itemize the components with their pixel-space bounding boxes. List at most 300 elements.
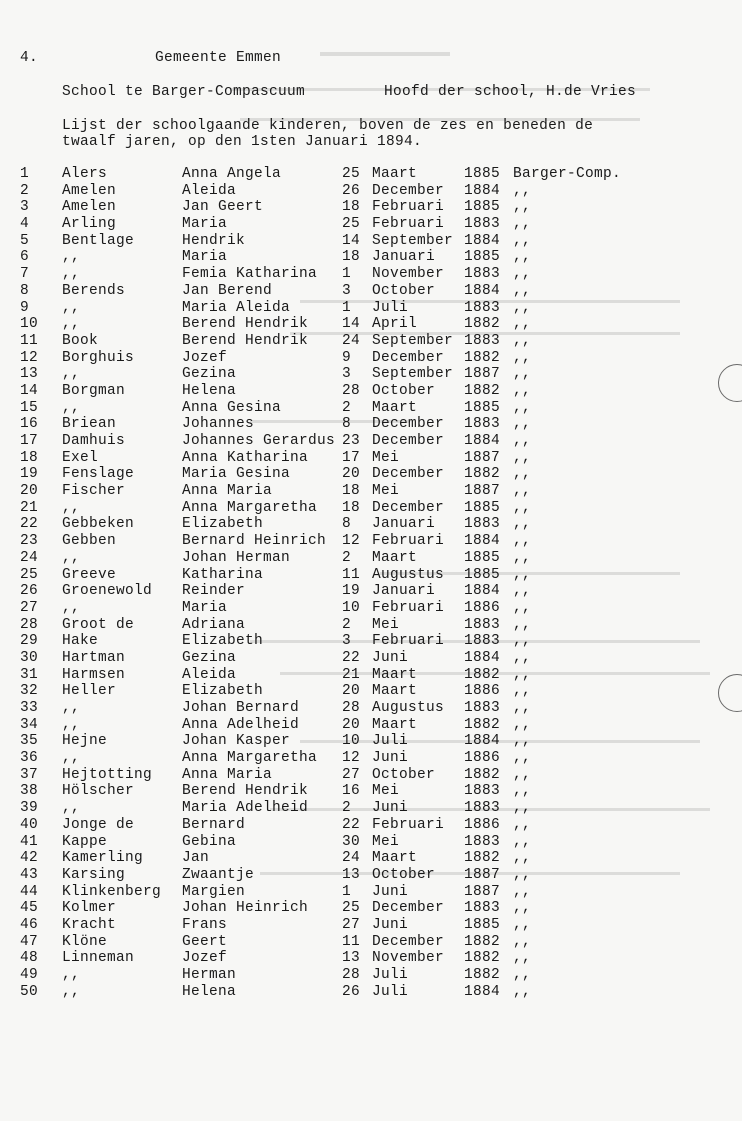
table-row bbox=[0, 450, 742, 467]
birth-day-cell: 13 bbox=[342, 950, 361, 967]
birth-month-cell: Maart bbox=[372, 166, 418, 182]
table-row bbox=[0, 834, 742, 851]
birth-day-cell: 28 bbox=[342, 700, 361, 716]
birthplace-cell: ,, bbox=[513, 700, 532, 716]
birthplace-cell: ,, bbox=[513, 232, 532, 249]
row-number: 13 bbox=[20, 366, 39, 383]
given-names-cell: Adriana bbox=[182, 616, 246, 633]
birthplace-cell: ,, bbox=[513, 800, 532, 817]
birth-year-cell: 1884 bbox=[464, 433, 501, 449]
birth-day-cell: 24 bbox=[342, 850, 361, 867]
surname-cell: ,, bbox=[62, 750, 81, 767]
surname-cell: Arling bbox=[62, 216, 117, 233]
surname-cell: Gebbeken bbox=[62, 516, 135, 533]
birthplace-cell: ,, bbox=[513, 733, 532, 750]
given-names-cell: Maria bbox=[182, 599, 228, 616]
table-row bbox=[0, 967, 742, 984]
birth-year-cell: 1882 bbox=[464, 967, 501, 983]
birth-day-cell: 30 bbox=[342, 833, 361, 850]
surname-cell: ,, bbox=[62, 800, 81, 817]
row-number: 27 bbox=[20, 599, 39, 616]
table-row bbox=[0, 633, 742, 650]
birth-year-cell: 1885 bbox=[464, 199, 501, 216]
birth-day-cell: 1 bbox=[342, 266, 352, 283]
given-names-cell: Katharina bbox=[182, 566, 264, 583]
table-row bbox=[0, 183, 742, 200]
birthplace-cell: ,, bbox=[513, 649, 532, 666]
row-number: 23 bbox=[20, 533, 39, 550]
table-row bbox=[0, 233, 742, 250]
birth-year-cell: 1885 bbox=[464, 249, 501, 266]
surname-cell: Kappe bbox=[62, 833, 108, 850]
table-row bbox=[0, 216, 742, 233]
birth-month-cell: Mei bbox=[372, 833, 400, 850]
birth-day-cell: 18 bbox=[342, 249, 361, 266]
birthplace-cell: ,, bbox=[513, 282, 532, 299]
birth-year-cell: 1883 bbox=[464, 299, 501, 316]
birth-year-cell: 1884 bbox=[464, 583, 501, 600]
birth-year-cell: 1885 bbox=[464, 549, 501, 566]
birthplace-cell: ,, bbox=[513, 299, 532, 316]
birth-year-cell: 1885 bbox=[464, 499, 501, 516]
birthplace-cell: ,, bbox=[513, 182, 532, 199]
row-number: 17 bbox=[20, 433, 39, 449]
given-names-cell: Jan Berend bbox=[182, 282, 273, 299]
birth-day-cell: 2 bbox=[342, 800, 352, 817]
birth-day-cell: 18 bbox=[342, 499, 361, 516]
surname-cell: ,, bbox=[62, 716, 81, 733]
surname-cell: ,, bbox=[62, 599, 81, 616]
row-number: 12 bbox=[20, 349, 39, 366]
given-names-cell: Aleida bbox=[182, 182, 237, 199]
table-row bbox=[0, 249, 742, 266]
birth-year-cell: 1883 bbox=[464, 332, 501, 349]
surname-cell: ,, bbox=[62, 249, 81, 266]
table-row bbox=[0, 717, 742, 734]
birth-month-cell: October bbox=[372, 766, 436, 783]
row-number: 40 bbox=[20, 816, 39, 833]
table-row bbox=[0, 383, 742, 400]
birthplace-cell: ,, bbox=[513, 533, 532, 550]
birthplace-cell: ,, bbox=[513, 433, 532, 449]
surname-cell: ,, bbox=[62, 299, 81, 316]
surname-cell: ,, bbox=[62, 266, 81, 283]
birthplace-cell: ,, bbox=[513, 933, 532, 950]
table-row bbox=[0, 817, 742, 834]
birth-year-cell: 1884 bbox=[464, 182, 501, 199]
given-names-cell: Elizabeth bbox=[182, 516, 264, 533]
birth-month-cell: October bbox=[372, 866, 436, 883]
birth-month-cell: September bbox=[372, 332, 454, 349]
row-number: 25 bbox=[20, 566, 39, 583]
birthplace-cell: ,, bbox=[513, 249, 532, 266]
given-names-cell: Gebina bbox=[182, 833, 237, 850]
table-row bbox=[0, 316, 742, 333]
table-row bbox=[0, 850, 742, 867]
row-number: 2 bbox=[20, 182, 30, 199]
surname-cell: Hölscher bbox=[62, 783, 135, 800]
given-names-cell: Anna Maria bbox=[182, 766, 273, 783]
birthplace-cell: ,, bbox=[513, 967, 532, 983]
birth-month-cell: Augustus bbox=[372, 566, 445, 583]
given-names-cell: Frans bbox=[182, 916, 228, 933]
birth-day-cell: 22 bbox=[342, 649, 361, 666]
birth-month-cell: December bbox=[372, 933, 445, 950]
surname-cell: Borghuis bbox=[62, 349, 135, 366]
birth-day-cell: 9 bbox=[342, 349, 352, 366]
birthplace-cell: ,, bbox=[513, 566, 532, 583]
surname-cell: Greeve bbox=[62, 566, 117, 583]
row-number: 50 bbox=[20, 983, 39, 1000]
birth-month-cell: Juli bbox=[372, 299, 409, 316]
birth-year-cell: 1884 bbox=[464, 733, 501, 750]
table-row bbox=[0, 466, 742, 483]
birth-year-cell: 1883 bbox=[464, 516, 501, 533]
row-number: 28 bbox=[20, 616, 39, 633]
birthplace-cell: ,, bbox=[513, 833, 532, 850]
surname-cell: Kolmer bbox=[62, 900, 117, 917]
given-names-cell: Margien bbox=[182, 883, 246, 900]
surname-cell: Fenslage bbox=[62, 466, 135, 483]
row-number: 48 bbox=[20, 950, 39, 967]
surname-cell: Fischer bbox=[62, 483, 126, 500]
birth-month-cell: Maart bbox=[372, 549, 418, 566]
given-names-cell: Anna Katharina bbox=[182, 449, 309, 466]
birth-day-cell: 3 bbox=[342, 366, 352, 383]
table-row bbox=[0, 500, 742, 517]
birth-month-cell: Augustus bbox=[372, 700, 445, 716]
row-number: 33 bbox=[20, 700, 39, 716]
birth-year-cell: 1887 bbox=[464, 883, 501, 900]
row-number: 5 bbox=[20, 232, 30, 249]
birth-day-cell: 12 bbox=[342, 533, 361, 550]
birth-day-cell: 27 bbox=[342, 766, 361, 783]
given-names-cell: Reinder bbox=[182, 583, 246, 600]
birth-year-cell: 1883 bbox=[464, 783, 501, 800]
row-number: 47 bbox=[20, 933, 39, 950]
birth-month-cell: Februari bbox=[372, 199, 445, 216]
birth-year-cell: 1883 bbox=[464, 616, 501, 633]
birth-month-cell: Februari bbox=[372, 533, 445, 550]
birth-day-cell: 16 bbox=[342, 783, 361, 800]
row-number: 26 bbox=[20, 583, 39, 600]
birth-year-cell: 1883 bbox=[464, 900, 501, 917]
birthplace-cell: ,, bbox=[513, 816, 532, 833]
birth-year-cell: 1882 bbox=[464, 666, 501, 683]
birthplace-cell: ,, bbox=[513, 483, 532, 500]
birth-day-cell: 11 bbox=[342, 566, 361, 583]
birth-month-cell: Juli bbox=[372, 983, 409, 1000]
birth-month-cell: Maart bbox=[372, 850, 418, 867]
birth-month-cell: December bbox=[372, 433, 445, 449]
given-names-cell: Jan Geert bbox=[182, 199, 264, 216]
row-number: 9 bbox=[20, 299, 30, 316]
birthplace-cell: ,, bbox=[513, 332, 532, 349]
birth-year-cell: 1885 bbox=[464, 166, 501, 182]
birth-month-cell: Januari bbox=[372, 249, 436, 266]
given-names-cell: Bernard Heinrich bbox=[182, 533, 327, 550]
given-names-cell: Femia Katharina bbox=[182, 266, 318, 283]
given-names-cell: Johan Heinrich bbox=[182, 900, 309, 917]
birthplace-cell: ,, bbox=[513, 866, 532, 883]
birth-year-cell: 1884 bbox=[464, 282, 501, 299]
table-row bbox=[0, 333, 742, 350]
birth-day-cell: 2 bbox=[342, 616, 352, 633]
row-number: 39 bbox=[20, 800, 39, 817]
table-row bbox=[0, 900, 742, 917]
birth-year-cell: 1886 bbox=[464, 599, 501, 616]
birth-day-cell: 13 bbox=[342, 866, 361, 883]
surname-cell: Damhuis bbox=[62, 433, 126, 449]
birth-day-cell: 3 bbox=[342, 633, 352, 650]
birth-day-cell: 18 bbox=[342, 483, 361, 500]
surname-cell: Heller bbox=[62, 683, 117, 700]
row-number: 34 bbox=[20, 716, 39, 733]
birthplace-cell: ,, bbox=[513, 666, 532, 683]
given-names-cell: Maria bbox=[182, 249, 228, 266]
table-row bbox=[0, 350, 742, 367]
surname-cell: Exel bbox=[62, 449, 99, 466]
row-number: 37 bbox=[20, 766, 39, 783]
birth-day-cell: 2 bbox=[342, 399, 352, 416]
birth-day-cell: 21 bbox=[342, 666, 361, 683]
birthplace-cell: ,, bbox=[513, 683, 532, 700]
birth-year-cell: 1882 bbox=[464, 850, 501, 867]
table-row bbox=[0, 683, 742, 700]
given-names-cell: Maria Gesina bbox=[182, 466, 291, 483]
birth-month-cell: November bbox=[372, 950, 445, 967]
birth-year-cell: 1882 bbox=[464, 466, 501, 483]
school-name: School te Barger-Compascuum bbox=[62, 84, 306, 100]
surname-cell: Jonge de bbox=[62, 816, 135, 833]
municipality-title: Gemeente Emmen bbox=[155, 50, 282, 66]
surname-cell: ,, bbox=[62, 983, 81, 1000]
table-row bbox=[0, 600, 742, 617]
surname-cell: ,, bbox=[62, 366, 81, 383]
birthplace-cell: ,, bbox=[513, 382, 532, 399]
birth-year-cell: 1887 bbox=[464, 366, 501, 383]
row-number: 31 bbox=[20, 666, 39, 683]
row-number: 41 bbox=[20, 833, 39, 850]
surname-cell: Briean bbox=[62, 416, 117, 433]
given-names-cell: Gezina bbox=[182, 366, 237, 383]
table-row bbox=[0, 884, 742, 901]
birth-month-cell: Maart bbox=[372, 666, 418, 683]
birth-day-cell: 10 bbox=[342, 599, 361, 616]
birth-day-cell: 2 bbox=[342, 549, 352, 566]
surname-cell: Gebben bbox=[62, 533, 117, 550]
birth-month-cell: Januari bbox=[372, 583, 436, 600]
birthplace-cell: ,, bbox=[513, 883, 532, 900]
table-row bbox=[0, 767, 742, 784]
birth-year-cell: 1885 bbox=[464, 916, 501, 933]
row-number: 45 bbox=[20, 900, 39, 917]
birth-month-cell: Mei bbox=[372, 783, 400, 800]
birth-day-cell: 10 bbox=[342, 733, 361, 750]
birth-year-cell: 1883 bbox=[464, 266, 501, 283]
birth-year-cell: 1882 bbox=[464, 950, 501, 967]
birth-day-cell: 1 bbox=[342, 883, 352, 900]
table-row bbox=[0, 950, 742, 967]
list-title-line-2: twaalf jaren, op den 1sten Januari 1894. bbox=[62, 134, 423, 150]
table-row bbox=[0, 516, 742, 533]
row-number: 49 bbox=[20, 967, 39, 983]
row-number: 29 bbox=[20, 633, 39, 650]
birthplace-cell: ,, bbox=[513, 750, 532, 767]
birth-month-cell: Februari bbox=[372, 816, 445, 833]
row-number: 1 bbox=[20, 166, 30, 182]
birthplace-cell: ,, bbox=[513, 583, 532, 600]
surname-cell: ,, bbox=[62, 399, 81, 416]
birth-day-cell: 23 bbox=[342, 433, 361, 449]
birth-month-cell: Juni bbox=[372, 800, 409, 817]
birth-year-cell: 1884 bbox=[464, 232, 501, 249]
birth-day-cell: 17 bbox=[342, 449, 361, 466]
surname-cell: Berends bbox=[62, 282, 126, 299]
birth-day-cell: 1 bbox=[342, 299, 352, 316]
birth-month-cell: Juni bbox=[372, 649, 409, 666]
row-number: 8 bbox=[20, 282, 30, 299]
birth-day-cell: 8 bbox=[342, 416, 352, 433]
row-number: 16 bbox=[20, 416, 39, 433]
given-names-cell: Berend Hendrik bbox=[182, 783, 309, 800]
birth-month-cell: Maart bbox=[372, 399, 418, 416]
row-number: 24 bbox=[20, 549, 39, 566]
row-number: 36 bbox=[20, 750, 39, 767]
surname-cell: Karsing bbox=[62, 866, 126, 883]
birth-year-cell: 1882 bbox=[464, 349, 501, 366]
birth-day-cell: 14 bbox=[342, 316, 361, 333]
birth-year-cell: 1884 bbox=[464, 533, 501, 550]
surname-cell: ,, bbox=[62, 499, 81, 516]
row-number: 6 bbox=[20, 249, 30, 266]
table-row bbox=[0, 533, 742, 550]
row-number: 32 bbox=[20, 683, 39, 700]
table-row bbox=[0, 266, 742, 283]
given-names-cell: Anna Angela bbox=[182, 166, 282, 182]
birth-day-cell: 25 bbox=[342, 216, 361, 233]
given-names-cell: Jozef bbox=[182, 950, 228, 967]
birthplace-cell: ,, bbox=[513, 900, 532, 917]
birthplace-cell: ,, bbox=[513, 766, 532, 783]
birth-year-cell: 1883 bbox=[464, 833, 501, 850]
surname-cell: Hake bbox=[62, 633, 99, 650]
birthplace-cell: ,, bbox=[513, 316, 532, 333]
birth-year-cell: 1884 bbox=[464, 983, 501, 1000]
row-number: 20 bbox=[20, 483, 39, 500]
table-row bbox=[0, 583, 742, 600]
birth-year-cell: 1883 bbox=[464, 216, 501, 233]
table-row bbox=[0, 650, 742, 667]
surname-cell: Bentlage bbox=[62, 232, 135, 249]
birth-month-cell: Juli bbox=[372, 733, 409, 750]
given-names-cell: Johan Kasper bbox=[182, 733, 291, 750]
birth-day-cell: 19 bbox=[342, 583, 361, 600]
birth-month-cell: Juni bbox=[372, 916, 409, 933]
birth-month-cell: Juni bbox=[372, 750, 409, 767]
birth-month-cell: Maart bbox=[372, 716, 418, 733]
birth-month-cell: December bbox=[372, 182, 445, 199]
row-number: 22 bbox=[20, 516, 39, 533]
birthplace-cell: ,, bbox=[513, 466, 532, 483]
birthplace-cell: ,, bbox=[513, 366, 532, 383]
birthplace-cell: ,, bbox=[513, 916, 532, 933]
given-names-cell: Johannes bbox=[182, 416, 255, 433]
row-number: 21 bbox=[20, 499, 39, 516]
birth-day-cell: 8 bbox=[342, 516, 352, 533]
birth-year-cell: 1883 bbox=[464, 633, 501, 650]
birth-month-cell: Maart bbox=[372, 683, 418, 700]
birth-day-cell: 3 bbox=[342, 282, 352, 299]
given-names-cell: Elizabeth bbox=[182, 683, 264, 700]
birthplace-cell: ,, bbox=[513, 599, 532, 616]
given-names-cell: Aleida bbox=[182, 666, 237, 683]
table-row bbox=[0, 800, 742, 817]
birth-month-cell: Januari bbox=[372, 516, 436, 533]
birth-day-cell: 22 bbox=[342, 816, 361, 833]
row-number: 15 bbox=[20, 399, 39, 416]
table-row bbox=[0, 750, 742, 767]
given-names-cell: Maria Aleida bbox=[182, 299, 291, 316]
given-names-cell: Maria bbox=[182, 216, 228, 233]
table-row bbox=[0, 400, 742, 417]
birth-month-cell: Februari bbox=[372, 633, 445, 650]
table-row bbox=[0, 416, 742, 433]
birth-month-cell: October bbox=[372, 382, 436, 399]
birth-day-cell: 28 bbox=[342, 382, 361, 399]
birth-year-cell: 1882 bbox=[464, 382, 501, 399]
birth-year-cell: 1883 bbox=[464, 416, 501, 433]
given-names-cell: Herman bbox=[182, 967, 237, 983]
given-names-cell: Anna Maria bbox=[182, 483, 273, 500]
table-row bbox=[0, 917, 742, 934]
table-row bbox=[0, 567, 742, 584]
row-number: 46 bbox=[20, 916, 39, 933]
birth-month-cell: Juli bbox=[372, 967, 409, 983]
given-names-cell: Hendrik bbox=[182, 232, 246, 249]
birth-day-cell: 18 bbox=[342, 199, 361, 216]
given-names-cell: Bernard bbox=[182, 816, 246, 833]
row-number: 19 bbox=[20, 466, 39, 483]
surname-cell: ,, bbox=[62, 316, 81, 333]
birth-day-cell: 14 bbox=[342, 232, 361, 249]
birthplace-cell: ,, bbox=[513, 416, 532, 433]
birth-day-cell: 27 bbox=[342, 916, 361, 933]
birth-month-cell: Juni bbox=[372, 883, 409, 900]
birthplace-cell: ,, bbox=[513, 349, 532, 366]
surname-cell: Amelen bbox=[62, 182, 117, 199]
list-title-line-1: Lijst der schoolgaande kinderen, boven de zes en beneden de bbox=[62, 118, 594, 134]
table-row bbox=[0, 867, 742, 884]
given-names-cell: Jozef bbox=[182, 349, 228, 366]
birth-month-cell: Mei bbox=[372, 449, 400, 466]
birth-month-cell: September bbox=[372, 232, 454, 249]
given-names-cell: Maria Adelheid bbox=[182, 800, 309, 817]
surname-cell: Kracht bbox=[62, 916, 117, 933]
surname-cell: Hejne bbox=[62, 733, 108, 750]
given-names-cell: Johan Herman bbox=[182, 549, 291, 566]
birth-month-cell: December bbox=[372, 466, 445, 483]
birth-month-cell: Februari bbox=[372, 216, 445, 233]
table-row bbox=[0, 733, 742, 750]
table-row bbox=[0, 617, 742, 634]
birth-year-cell: 1887 bbox=[464, 483, 501, 500]
surname-cell: Groenewold bbox=[62, 583, 153, 600]
birthplace-cell: ,, bbox=[513, 399, 532, 416]
row-number: 4 bbox=[20, 216, 30, 233]
birth-month-cell: Mei bbox=[372, 483, 400, 500]
given-names-cell: Johannes Gerardus bbox=[182, 433, 336, 449]
